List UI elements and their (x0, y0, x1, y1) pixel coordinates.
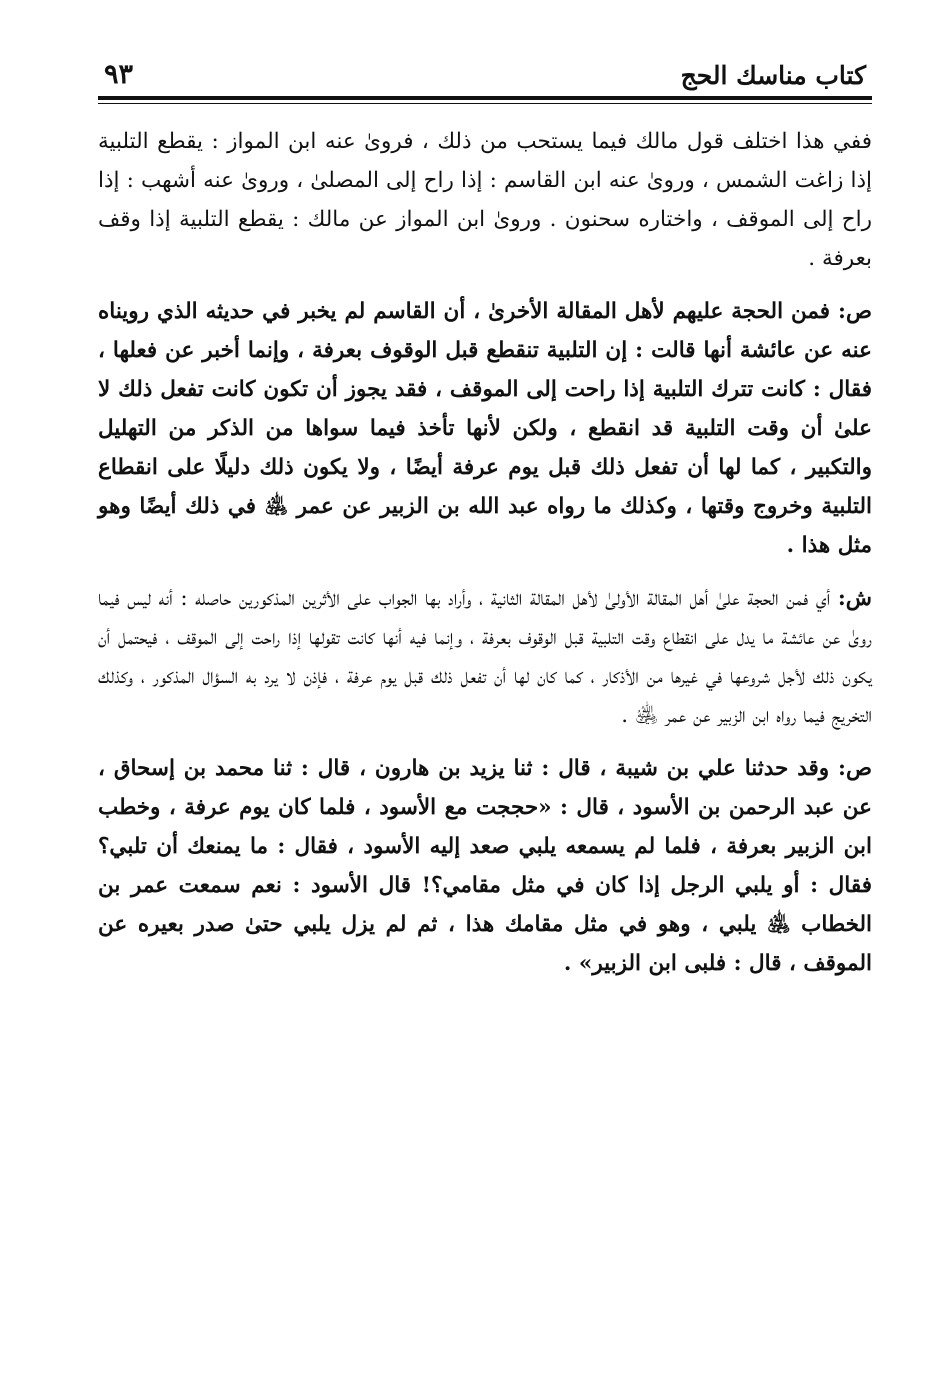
paragraph-sharh-1 (98, 579, 872, 735)
paragraph-marker: ص: (838, 299, 872, 324)
document-page (98, 44, 872, 997)
paragraph-text: ففي هذا اختلف قول مالك فيما يستحب من ذلك ، فروىٰ عنه ابن المواز : يقطع التلبية إذا زاغت الشمس ، وروىٰ عنه ابن القاسم : إذا راح إلى المصلىٰ ، وروىٰ عنه أشهب : إذا راح إلى الموقف ، واختاره سحنون . وروىٰ ابن المواز عن مالك : يقطع التلبية إذا وقف بعرفة . (98, 129, 872, 271)
paragraph-text: فمن الحجة عليهم لأهل المقالة الأخرىٰ ، أن القاسم لم يخبر في حديثه الذي رويناه عنه عن عائشة أنها قالت : إن التلبية تنقطع قبل الوقوف بعرفة ، وإنما أخبر عن فعلها ، فقال : كانت تترك التلبية إذا راحت إلى الموقف ، فقد يجوز أن تكون كانت تفعل ذلك لا علىٰ أن وقت التلبية قد انقطع ، ولكن لأنها تأخذ فيما سواها من الذكر من التهليل والتكبير ، كما لها أن تفعل ذلك قبل يوم عرفة أيضًا ، ولا يكون ذلك دليلًا على انقطاع التلبية وخروج وقتها ، وكذلك ما رواه عبد الله بن الزبير عن عمر ﵁ في ذلك أيضًا وهو مثل هذا . (98, 299, 872, 558)
paragraph-text: أي فمن الحجة علىٰ أهل المقالة الأولىٰ لأهل المقالة الثانية ، وأراد بها الجواب على الأثرين المذكورين حاصله : أنه ليس فيما روىٰ عن عائشة ما يدل على انقطاع وقت التلبية قبل الوقوف بعرفة ، وإنما فيه أنها كانت تقولها إذا راحت إلى الموقف ، فيحتمل أن يكون ذلك لأجل شروعها في غيرها من الأذكار ، كما كان لها أن تفعل ذلك قبل يوم عرفة ، فإذن لا يرد به السؤال المذكور ، وكذلك التخريج فيما رواه ابن الزبير عن عمر ﵁ . (98, 586, 872, 728)
header-rule-thick (98, 96, 872, 100)
paragraph-marker: ص: (838, 756, 872, 781)
paragraph-commentary-intro (98, 122, 872, 278)
paragraph-matn-2 (98, 749, 872, 983)
book-title: كتاب مناسك الحج (680, 61, 866, 90)
running-header (98, 44, 872, 90)
paragraph-matn-1 (98, 292, 872, 565)
paragraph-marker: ش: (837, 586, 872, 611)
page-number: ٩٣ (104, 59, 134, 90)
header-rule-thin (98, 103, 872, 104)
paragraph-text: وقد حدثنا علي بن شيبة ، قال : ثنا يزيد بن هارون ، قال : ثنا محمد بن إسحاق ، عن عبد الرحمن بن الأسود ، قال : «حججت مع الأسود ، فلما كان يوم عرفة ، وخطب ابن الزبير بعرفة ، فلما لم يسمعه يلبي صعد إليه الأسود ، فقال : ما يمنعك أن تلبي؟ فقال : أو يلبي الرجل إذا كان في مثل مقامي؟! قال الأسود : نعم سمعت عمر بن الخطاب ﵁ يلبي ، وهو في مثل مقامك هذا ، ثم لم يزل يلبي حتىٰ صدر بعيره عن الموقف ، قال : فلبى ابن الزبير» . (98, 756, 872, 976)
page-body (98, 122, 872, 983)
